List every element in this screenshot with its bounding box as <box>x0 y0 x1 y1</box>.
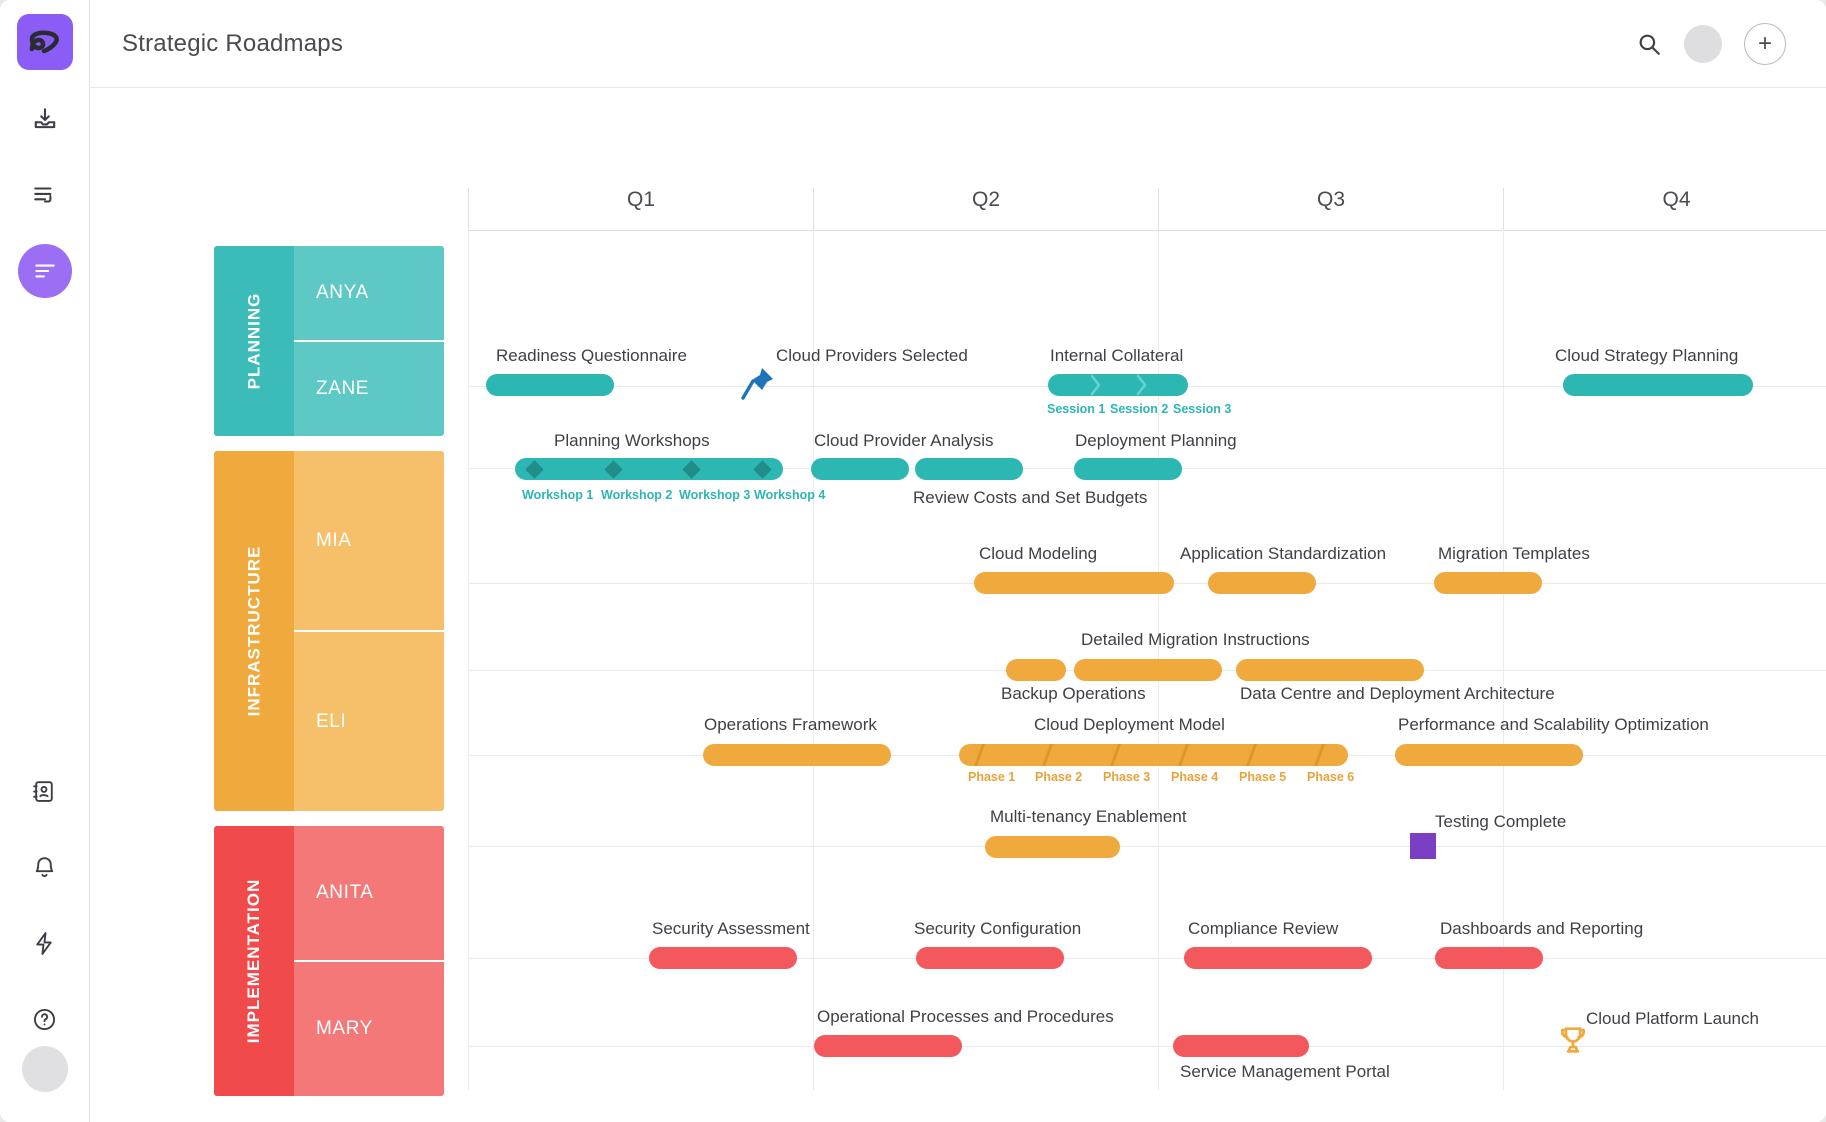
lane-group-infrastructure[interactable] <box>214 451 444 811</box>
bar-application-standardization[interactable] <box>1208 572 1316 594</box>
bar-label-service-management-portal: Service Management Portal <box>1180 1062 1390 1081</box>
milestone-testing-complete[interactable] <box>1410 833 1436 859</box>
lane-group-planning[interactable] <box>214 246 444 436</box>
lane-people-planning <box>294 246 444 436</box>
bar-label-internal-collateral: Internal Collateral <box>1050 346 1184 365</box>
bar-label-cloud-deployment-model: Cloud Deployment Model <box>1034 715 1225 734</box>
bar-label-cloud-strategy-planning: Cloud Strategy Planning <box>1555 346 1739 365</box>
quarter-q4: Q4 <box>1503 188 1826 230</box>
bar-label-performance-and-scalability-optimization: Performance and Scalability Optimization <box>1398 715 1709 734</box>
app-logo[interactable] <box>17 14 73 70</box>
bar-compliance-review[interactable] <box>1184 947 1372 969</box>
lane-person-zane[interactable]: ZANE <box>294 342 444 436</box>
bar-label-backup-operations: Backup Operations <box>1001 684 1146 703</box>
lane-group-implementation[interactable] <box>214 826 444 1096</box>
lane-people-infrastructure <box>294 451 444 811</box>
sublabel-session-3: Session 3 <box>1173 402 1232 416</box>
bar-cloud-modeling[interactable] <box>974 572 1174 594</box>
bar-dashboards-and-reporting[interactable] <box>1435 947 1543 969</box>
lane-category-implementation <box>214 826 294 1096</box>
bar-label-detailed-migration-instructions: Detailed Migration Instructions <box>1081 630 1310 649</box>
lane-person-eli[interactable]: ELI <box>294 632 444 811</box>
sublabel-workshop-4: Workshop 4 <box>754 488 826 502</box>
bar-label-dashboards-and-reporting: Dashboards and Reporting <box>1440 919 1644 938</box>
bar-performance-and-scalability-optimization[interactable] <box>1395 744 1583 766</box>
lane-person-anya[interactable]: ANYA <box>294 246 444 342</box>
bar-operational-processes-and-procedures[interactable] <box>814 1035 962 1057</box>
logo-glyph <box>28 27 62 57</box>
bar-cloud-provider-analysis[interactable] <box>811 458 909 480</box>
bar-deployment-planning[interactable] <box>1074 458 1182 480</box>
sublabel-session-1: Session 1 <box>1047 402 1106 416</box>
bar-label-readiness-questionnaire: Readiness Questionnaire <box>496 346 687 365</box>
bar-label-planning-workshops: Planning Workshops <box>554 431 710 450</box>
sublabel-workshop-1: Workshop 1 <box>522 488 594 502</box>
trophy-icon[interactable] <box>1556 1023 1590 1062</box>
add-button[interactable]: + <box>1744 23 1786 65</box>
lightning-icon[interactable] <box>18 916 72 970</box>
sublabel-phase-5: Phase 5 <box>1239 770 1287 784</box>
timeline-baseline <box>468 230 1826 231</box>
page-header <box>90 0 1826 88</box>
row-divider <box>468 1046 1826 1047</box>
user-avatar[interactable] <box>1684 25 1722 63</box>
lane-category-label: IMPLEMENTATION <box>244 878 263 1044</box>
quarter-q1: Q1 <box>468 188 813 230</box>
lane-person-anita[interactable]: ANITA <box>294 826 444 962</box>
bar-service-management-portal[interactable] <box>1173 1035 1309 1057</box>
help-icon[interactable] <box>18 992 72 1046</box>
bar-label-compliance-review: Compliance Review <box>1188 919 1339 938</box>
list-indent-icon[interactable] <box>18 168 72 222</box>
bar-label-cloud-platform-launch: Cloud Platform Launch <box>1586 1009 1759 1028</box>
bar-label-application-standardization: Application Standardization <box>1180 544 1387 563</box>
quarter-header-row <box>468 188 1826 230</box>
roadmap-board <box>90 88 1826 1122</box>
bar-label-cloud-provider-analysis: Cloud Provider Analysis <box>814 431 994 450</box>
bar-multi-tenancy-enablement[interactable] <box>985 836 1120 858</box>
bar-cloud-deployment-model[interactable] <box>959 744 1348 766</box>
bar-label-security-assessment: Security Assessment <box>652 919 810 938</box>
sublabel-phase-6: Phase 6 <box>1307 770 1355 784</box>
bar-label-deployment-planning: Deployment Planning <box>1075 431 1237 450</box>
lane-category-label: PLANNING <box>244 292 263 390</box>
row-divider <box>468 846 1826 847</box>
lane-category-planning <box>214 246 294 436</box>
lane-person-mia[interactable]: MIA <box>294 451 444 632</box>
lane-people-implementation <box>294 826 444 1096</box>
header-actions <box>1636 23 1786 65</box>
bar-operations-framework[interactable] <box>703 744 891 766</box>
bar-label-migration-templates: Migration Templates <box>1438 544 1590 563</box>
bar-label-data-centre-and-deployment-architecture: Data Centre and Deployment Architecture <box>1240 684 1555 703</box>
bar-security-configuration[interactable] <box>916 947 1064 969</box>
bar-label-operations-framework: Operations Framework <box>704 715 877 734</box>
bar-planning-workshops[interactable] <box>515 458 783 480</box>
sublabel-workshop-2: Workshop 2 <box>601 488 673 502</box>
roadmap-icon[interactable] <box>18 244 72 298</box>
bar-label-multi-tenancy-enablement: Multi-tenancy Enablement <box>990 807 1187 826</box>
bar-cloud-strategy-planning[interactable] <box>1563 374 1753 396</box>
bar-label-security-configuration: Security Configuration <box>914 919 1082 938</box>
lane-category-label: INFRASTRUCTURE <box>244 545 263 717</box>
pin-glyph <box>740 364 776 404</box>
bar-backup-operations[interactable] <box>1074 659 1222 681</box>
sublabel-phase-1: Phase 1 <box>968 770 1016 784</box>
lane-person-mary[interactable]: MARY <box>294 962 444 1096</box>
sublabel-phase-2: Phase 2 <box>1035 770 1083 784</box>
bar-migration-templates[interactable] <box>1434 572 1542 594</box>
bar-readiness-questionnaire[interactable] <box>486 374 614 396</box>
bar-security-assessment[interactable] <box>649 947 797 969</box>
lane-category-infrastructure <box>214 451 294 811</box>
contacts-icon[interactable] <box>18 764 72 818</box>
bar-label-cloud-modeling: Cloud Modeling <box>979 544 1098 563</box>
sublabel-workshop-3: Workshop 3 <box>679 488 751 502</box>
profile-avatar[interactable] <box>22 1046 68 1092</box>
sublabel-phase-4: Phase 4 <box>1171 770 1219 784</box>
quarter-q2: Q2 <box>813 188 1158 230</box>
sublabel-session-2: Session 2 <box>1110 402 1169 416</box>
bar-label-cloud-providers-selected: Cloud Providers Selected <box>776 346 968 365</box>
quarter-divider <box>468 230 469 1090</box>
bar-review-costs-and-set-budgets[interactable] <box>915 458 1023 480</box>
sublabel-phase-3: Phase 3 <box>1103 770 1151 784</box>
inbox-download-icon[interactable] <box>18 92 72 146</box>
bar-label-review-costs-and-set-budgets: Review Costs and Set Budgets <box>913 488 1148 507</box>
left-rail <box>0 0 90 1122</box>
internal-collateral-chevrons <box>1048 374 1188 396</box>
bar-label-testing-complete: Testing Complete <box>1435 812 1567 831</box>
bar-data-centre-and-deployment-architecture[interactable] <box>1236 659 1424 681</box>
page-title: Strategic Roadmaps <box>122 29 344 57</box>
search-icon[interactable] <box>1636 31 1662 57</box>
bar-label-operational-processes-and-procedures: Operational Processes and Procedures <box>817 1007 1114 1026</box>
quarter-q3: Q3 <box>1158 188 1503 230</box>
trophy-glyph <box>1556 1023 1590 1057</box>
pin-icon[interactable] <box>740 364 776 409</box>
bell-icon[interactable] <box>18 840 72 894</box>
bar-detailed-migration-instructions[interactable] <box>1006 659 1066 681</box>
